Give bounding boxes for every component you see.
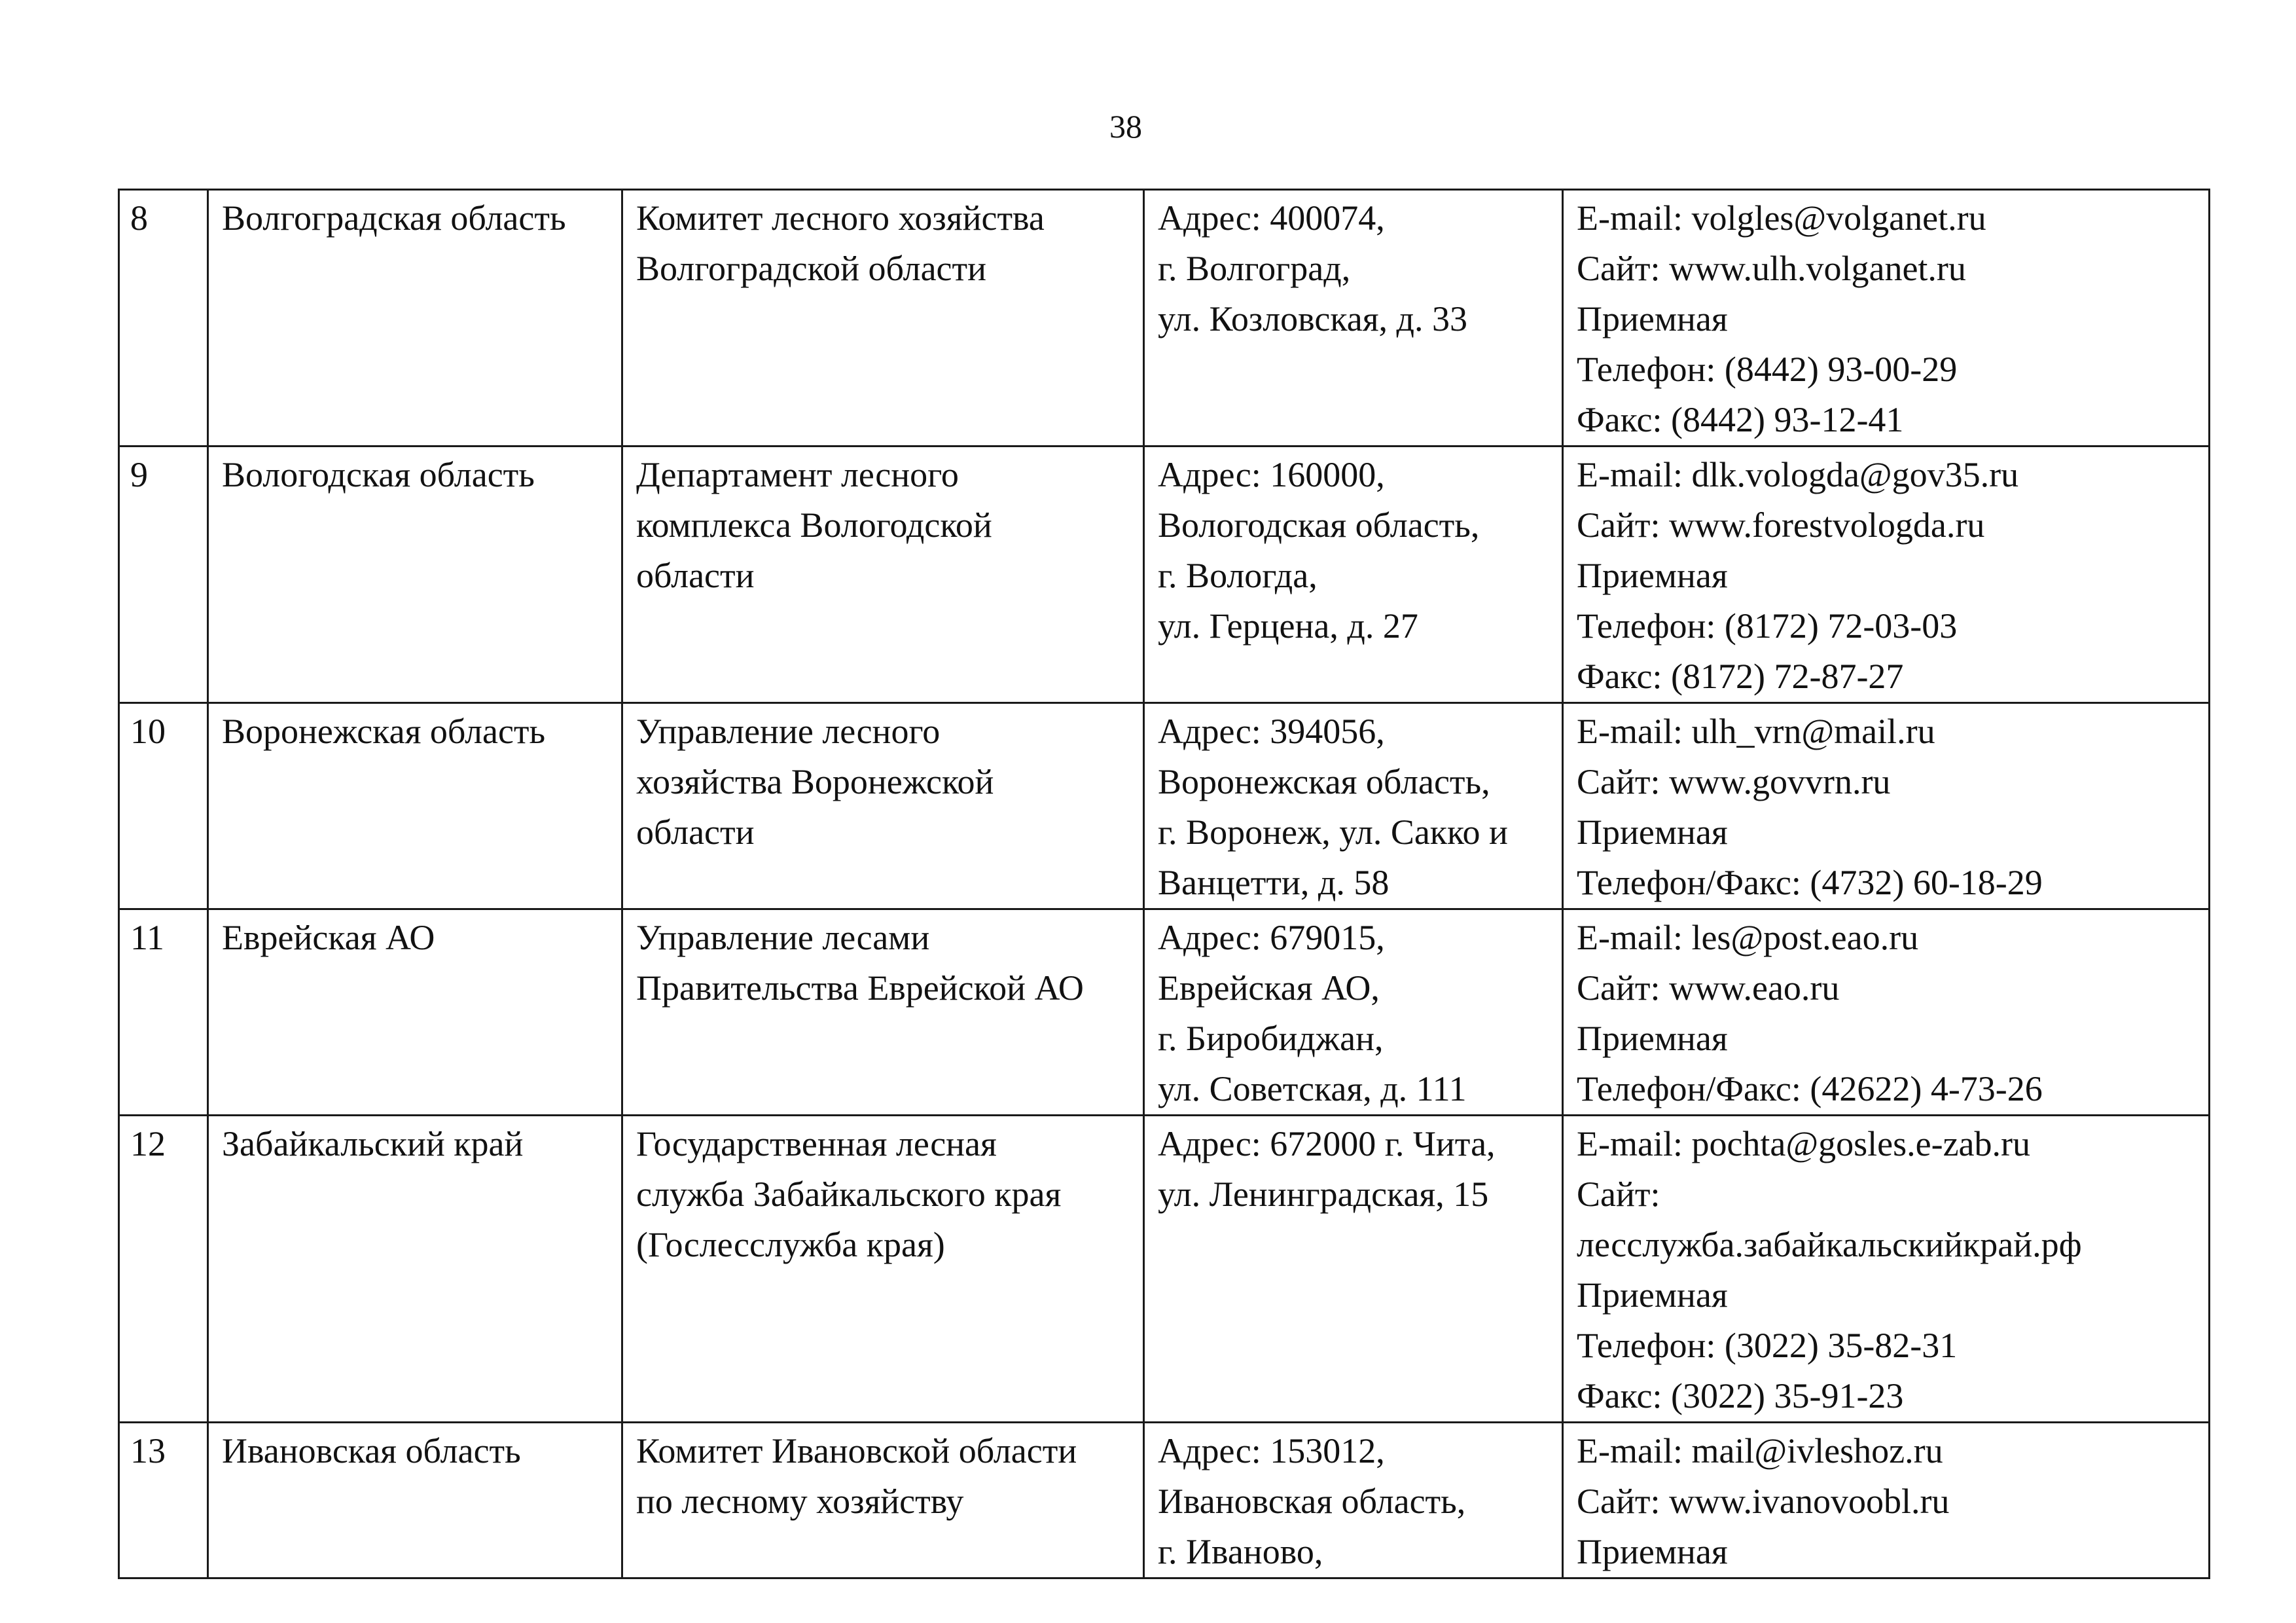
website: Сайт: www.eao.ru xyxy=(1577,968,1840,1008)
contacts: E-mail: dlk.vologda@gov35.ru Сайт: www.forestvologda.ru Приемная Телефон: (8172) 72-03-03 Факс: (8172) 72-87-27 xyxy=(1563,447,2210,703)
organization-name: Комитет Ивановской области по лесному хозяйству xyxy=(622,1423,1144,1578)
table-row xyxy=(119,909,2210,1116)
table-row xyxy=(119,1423,2210,1578)
address: Адрес: 394056, Воронежская область, г. Воронеж, ул. Сакко и Ванцетти, д. 58 xyxy=(1144,703,1563,909)
contacts: E-mail: volgles@volganet.ru Сайт: www.ulh.volganet.ru Приемная Телефон: (8442) 93-00-29 Факс: (8442) 93-12-41 xyxy=(1563,190,2210,447)
row-number: 9 xyxy=(119,447,208,703)
organization-name: Государственная лесная служба Забайкальского края (Гослесслужба края) xyxy=(622,1116,1144,1423)
page-number: 38 xyxy=(1109,108,1142,145)
table-row xyxy=(119,703,2210,909)
organization-name: Управление лесного хозяйства Воронежской области xyxy=(622,703,1144,909)
email: E-mail: mail@ivleshoz.ru xyxy=(1577,1431,1943,1470)
region-name: Забайкальский край xyxy=(208,1116,622,1423)
website: Сайт: xyxy=(1577,1175,1660,1214)
organization-name: Управление лесами Правительства Еврейской АО xyxy=(622,909,1144,1116)
row-number: 12 xyxy=(119,1116,208,1423)
row-number: 13 xyxy=(119,1423,208,1578)
contacts: E-mail: pochta@gosles.e-zab.ru Сайт: лесслужба.забайкальскийкрай.рф Приемная Телефон: (3022) 35-82-31 Факс: (3022) 35-91-23 xyxy=(1563,1116,2210,1423)
region-name: Вологодская область xyxy=(208,447,622,703)
row-number: 11 xyxy=(119,909,208,1116)
address: Адрес: 400074, г. Волгоград, ул. Козловская, д. 33 xyxy=(1144,190,1563,447)
fax: Факс: (3022) 35-91-23 xyxy=(1577,1376,1904,1415)
email: E-mail: dlk.vologda@gov35.ru xyxy=(1577,455,2019,494)
row-number: 8 xyxy=(119,190,208,447)
phone: Телефон: (8172) 72-03-03 xyxy=(1577,606,1958,646)
phone: Телефон: (3022) 35-82-31 xyxy=(1577,1326,1958,1365)
address: Адрес: 672000 г. Чита, ул. Ленинградская, 15 xyxy=(1144,1116,1563,1423)
fax: Факс: (8442) 93-12-41 xyxy=(1577,400,1904,439)
table-row xyxy=(119,1116,2210,1423)
fax: Факс: (8172) 72-87-27 xyxy=(1577,657,1904,696)
contacts: E-mail: les@post.eao.ru Сайт: www.eao.ru Приемная Телефон/Факс: (42622) 4-73-26 xyxy=(1563,909,2210,1116)
website: Сайт: www.forestvologda.ru xyxy=(1577,505,1985,545)
address: Адрес: 160000, Вологодская область, г. Вологда, ул. Герцена, д. 27 xyxy=(1144,447,1563,703)
phone-fax: Телефон/Факс: (4732) 60-18-29 xyxy=(1577,863,2043,902)
website: Сайт: www.govvrn.ru xyxy=(1577,762,1891,801)
region-name: Еврейская АО xyxy=(208,909,622,1116)
email: E-mail: volgles@volganet.ru xyxy=(1577,198,1986,238)
website: Сайт: www.ulh.volganet.ru xyxy=(1577,249,1966,288)
table-row xyxy=(119,190,2210,447)
organization-name: Комитет лесного хозяйства Волгоградской области xyxy=(622,190,1144,447)
phone-fax: Телефон/Факс: (42622) 4-73-26 xyxy=(1577,1069,2043,1108)
address: Адрес: 679015, Еврейская АО, г. Биробиджан, ул. Советская, д. 111 xyxy=(1144,909,1563,1116)
table-row xyxy=(119,447,2210,703)
contacts: E-mail: ulh_vrn@mail.ru Сайт: www.govvrn.ru Приемная Телефон/Факс: (4732) 60-18-29 xyxy=(1563,703,2210,909)
address: Адрес: 153012, Ивановская область, г. Иваново, xyxy=(1144,1423,1563,1578)
row-number: 10 xyxy=(119,703,208,909)
region-name: Воронежская область xyxy=(208,703,622,909)
forestry-agencies-table xyxy=(118,189,2210,1579)
contacts: E-mail: mail@ivleshoz.ru Сайт: www.ivanovoobl.ru Приемная xyxy=(1563,1423,2210,1578)
email: E-mail: pochta@gosles.e-zab.ru xyxy=(1577,1124,2030,1163)
phone: Телефон: (8442) 93-00-29 xyxy=(1577,350,1958,389)
website: Сайт: www.ivanovoobl.ru xyxy=(1577,1482,1950,1521)
region-name: Волгоградская область xyxy=(208,190,622,447)
organization-name: Департамент лесного комплекса Вологодской области xyxy=(622,447,1144,703)
email: E-mail: ulh_vrn@mail.ru xyxy=(1577,712,1935,751)
email: E-mail: les@post.eao.ru xyxy=(1577,918,1919,957)
region-name: Ивановская область xyxy=(208,1423,622,1578)
